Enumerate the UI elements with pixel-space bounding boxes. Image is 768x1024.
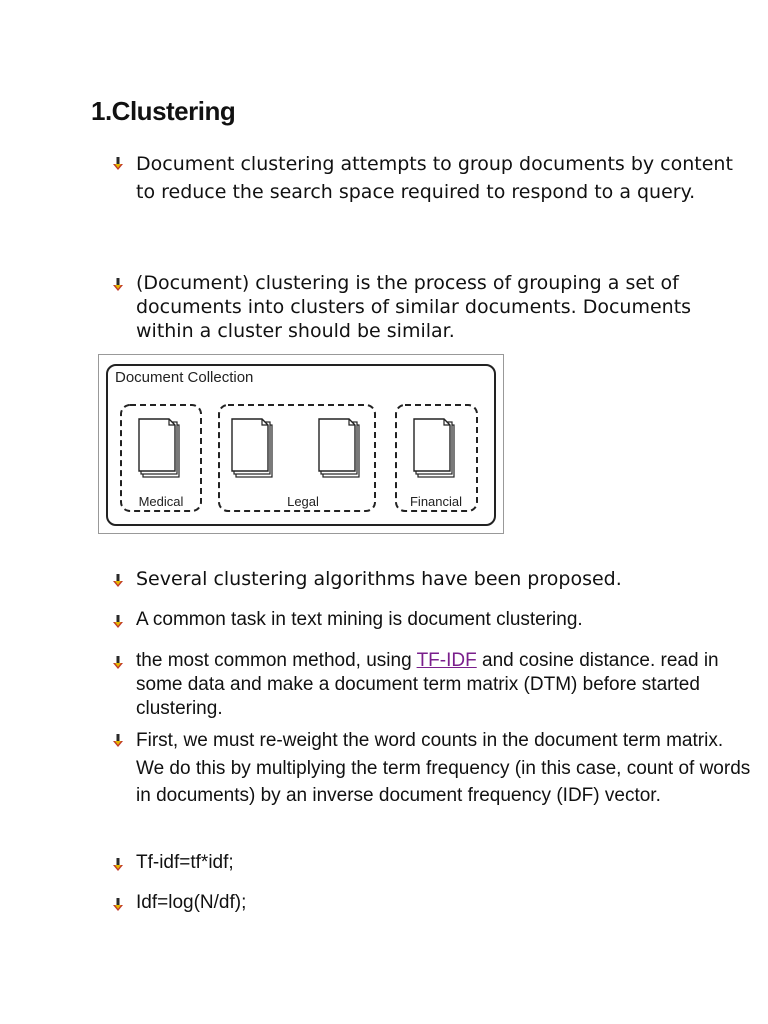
figure-title: Document Collection: [115, 369, 254, 386]
down-arrow-bullet-icon: [112, 734, 124, 748]
bullet-text: Idf=log(N/df);: [136, 892, 247, 913]
down-arrow-bullet-icon: [112, 898, 124, 912]
down-arrow-bullet-icon: [112, 656, 124, 670]
list-item: [112, 271, 752, 343]
list-item: [112, 649, 752, 721]
cluster-label-financial: Financial: [409, 494, 463, 509]
document-collection-figure: [98, 354, 504, 534]
bullet-text: Document clustering attempts to group documents by content to reduce the search space required to respond to a query.: [136, 153, 733, 203]
bullet-text-after: and cosine distance. read in some data and make a document term matrix (DTM) before started clustering.: [136, 650, 719, 719]
bullet-text: (Document) clustering is the process of grouping a set of documents into clusters of similar documents. Documents within a cluster should be similar.: [136, 272, 692, 342]
down-arrow-bullet-icon: [112, 278, 124, 292]
list-item: [112, 567, 752, 591]
down-arrow-bullet-icon: [112, 574, 124, 588]
bullet-text: Several clustering algorithms have been proposed.: [136, 568, 622, 590]
section-title: 1.Clustering: [91, 96, 236, 126]
list-item: [112, 727, 752, 810]
document-stack-icon: [139, 419, 179, 477]
document-stack-icon: [319, 419, 359, 477]
bullet-text: A common task in text mining is document clustering.: [136, 609, 583, 630]
document-stack-icon: [232, 419, 272, 477]
bullet-text: First, we must re-weight the word counts in the document term matrix. We do this by multiplying the term frequency (in this case, count of words in documents) by an inverse document frequency (IDF) vector.: [136, 730, 751, 806]
list-item: [112, 891, 752, 915]
cluster-label-legal: Legal: [287, 494, 319, 509]
document-stack-icon: [414, 419, 454, 477]
list-item: [112, 608, 752, 632]
bullet-text: Tf-idf=tf*idf;: [136, 852, 234, 873]
list-item: [112, 851, 752, 875]
down-arrow-bullet-icon: [112, 615, 124, 629]
down-arrow-bullet-icon: [112, 157, 124, 171]
tf-idf-link[interactable]: TF-IDF: [416, 650, 477, 671]
bullet-text-before: the most common method, using: [136, 650, 417, 671]
list-item: [112, 150, 752, 206]
bullet-text: [136, 649, 752, 721]
down-arrow-bullet-icon: [112, 858, 124, 872]
cluster-label-medical: Medical: [138, 494, 184, 509]
